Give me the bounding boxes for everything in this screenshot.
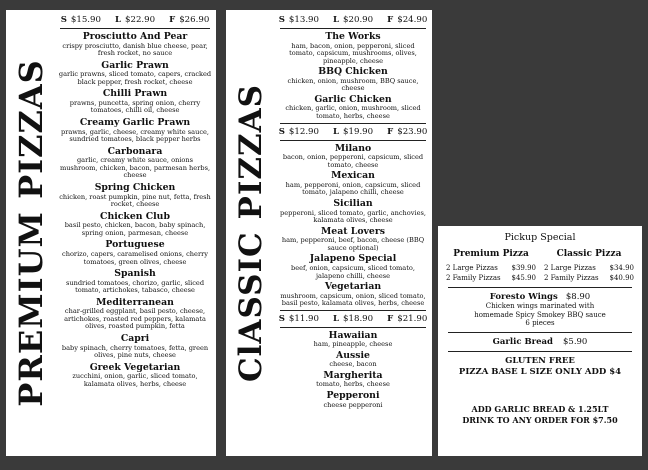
item-name: Greek Vegetarian [89, 361, 181, 373]
pickup-classic [544, 249, 634, 283]
item-desc: ham, pineapple, cheese [313, 340, 393, 349]
item-name: Pepperoni [326, 390, 380, 402]
item-desc: chicken, garlic, onion, mushroom, sliced tomato, herbs, cheese [285, 104, 421, 121]
item-desc: char-grilled eggplant, basil pesto, cheese, artichokes, roasted red peppers, kalamata olives, roasted pumpkin, fetta [64, 307, 206, 331]
pickup-premium [446, 249, 536, 283]
price-small: S $11.90 [278, 313, 319, 324]
menu-item [58, 298, 212, 331]
item-name: Prosciutto And Pear [82, 31, 188, 42]
menu-item [278, 171, 428, 197]
wings-price: $8.90 [565, 292, 591, 302]
item-desc: cheese, bacon [329, 360, 377, 369]
gluten-free-note [438, 356, 642, 378]
item-desc: zucchini, onion, garlic, sliced tomato, kalamata olives, herbs, cheese [72, 372, 198, 388]
menu-item [278, 331, 428, 349]
menu-item [58, 183, 212, 209]
add-on-line-1: ADD GARLIC BREAD & 1.25LT [471, 403, 609, 414]
menu-item [278, 67, 428, 93]
item-desc: ham, pepperoni, beef, bacon, cheese (BBQ sauce optional) [281, 236, 425, 252]
premium-menu [58, 14, 212, 452]
classic-price-row-b [280, 123, 426, 141]
menu-item [278, 351, 428, 369]
item-desc: garlic prawns, sliced tomato, capers, cracked black pepper, fresh rocket, cheese [58, 70, 212, 86]
item-desc: ham, bacon, onion, pepperoni, sliced tomato, capsicum, mushrooms, olives, pineapple, cheese [289, 41, 417, 65]
add-on-offer [438, 404, 642, 426]
item-name: Jalapeno Special [309, 253, 397, 265]
pickup-columns [438, 249, 642, 283]
wings-desc-3: 6 pieces [525, 319, 555, 328]
classic-price-row-a [280, 14, 426, 29]
item-name: Carbonara [107, 145, 163, 157]
item-name: Mediterranean [96, 296, 174, 308]
item-name: BBQ Chicken [318, 66, 388, 78]
item-desc: sundried tomatoes, chorizo, garlic, sliced tomato, artichokes, tabasco, cheese [65, 278, 205, 295]
menu-item [58, 147, 212, 180]
item-name: Mexican [331, 170, 375, 182]
item-name: Aussie [336, 349, 370, 361]
item-desc: prawns, puncetta, spring onion, cherry tomatoes, chilli oil, cheese [69, 98, 201, 115]
classic-title-container [226, 10, 276, 456]
divider [448, 332, 632, 333]
item-desc: crispy prosciutto, danish blue cheese, pear, fresh rocket, no sauce [62, 41, 208, 58]
item-name: Vegetarian [324, 281, 382, 293]
menu-item [58, 269, 212, 295]
item-desc: chicken, onion, mushroom, BBQ sauce, cheese [287, 76, 419, 93]
garlic-bread-price: $5.90 [563, 336, 588, 347]
gluten-free-line-1: GLUTEN FREE [505, 355, 575, 366]
item-desc: bacon, onion, pepperoni, capsicum, sliced tomato, cheese [282, 153, 424, 169]
wings-name: Foresto Wings [489, 292, 558, 302]
item-name: Chicken Club [100, 210, 170, 222]
menu-item [278, 95, 428, 121]
item-name: Garlic Chicken [314, 93, 392, 105]
menu-item [58, 89, 212, 115]
item-name: Creamy Garlic Prawn [79, 117, 191, 129]
pickup-classic-heading: Classic Pizza [556, 249, 622, 259]
menu-item [278, 371, 428, 389]
item-name: Milano [334, 142, 372, 154]
menu-item [58, 118, 212, 144]
menu-item [58, 212, 212, 238]
menu-item [278, 391, 428, 409]
pickup-special-panel [438, 226, 642, 456]
price-large: L $22.90 [114, 15, 156, 25]
menu-item [58, 240, 212, 266]
item-name: Hawaiian [328, 329, 378, 341]
premium-pizzas-panel [6, 10, 216, 456]
menu-item [278, 144, 428, 170]
item-name: Capri [120, 333, 150, 345]
item-desc: ham, pepperoni, onion, capsicum, sliced tomato, jalapeno chilli, cheese [285, 180, 421, 197]
price-family: F $26.90 [169, 15, 210, 25]
price-large: L $20.90 [333, 15, 374, 25]
item-desc: chicken, roast pumpkin, pine nut, fetta, fresh rocket, cheese [59, 192, 211, 209]
wings-desc-1: Chicken wings marinated with [485, 302, 595, 310]
premium-title-container [6, 10, 56, 456]
pickup-line: 2 Large Pizzas $39.90 [446, 264, 536, 272]
gluten-free-line-2: PIZZA BASE L SIZE ONLY ADD $4 [458, 366, 622, 377]
classic-pizzas-panel [226, 10, 432, 456]
wings-desc-2: homemade Spicy Smokey BBQ sauce [474, 310, 606, 319]
menu-item [278, 282, 428, 308]
wings-item [438, 292, 642, 328]
menu-item [278, 254, 428, 280]
item-name: Margherita [323, 369, 383, 381]
price-family: F $21.90 [387, 313, 428, 324]
item-desc: garlic, creamy white sauce, onions mushroom, chicken, bacon, parmesan herbs, cheese [59, 156, 211, 180]
premium-price-row [60, 14, 210, 29]
divider [448, 287, 632, 288]
garlic-bread-name: Garlic Bread [492, 336, 553, 347]
item-desc: cheese pepperoni [323, 400, 383, 409]
item-name: Chilli Prawn [102, 88, 168, 100]
pickup-line: 2 Family Pizzas $40.90 [544, 274, 634, 282]
item-name: Garlic Prawn [101, 59, 169, 71]
menu-item [58, 363, 212, 389]
item-name: Sicilian [333, 198, 373, 210]
premium-title: PREMIUM PIZZAS [12, 59, 50, 407]
item-name: Meat Lovers [321, 225, 385, 237]
price-small: S $12.90 [278, 126, 319, 137]
item-desc: chorizo, capers, caramelised onions, cherry tomatoes, green olives, cheese [62, 249, 208, 266]
price-small: S $13.90 [278, 15, 319, 25]
item-name: The Works [325, 31, 381, 42]
menu-item [58, 32, 212, 58]
price-large: L $18.90 [333, 313, 374, 324]
item-desc: basil pesto, chicken, bacon, baby spinach, spring onion, parmesan, cheese [64, 221, 206, 237]
price-family: F $23.90 [387, 126, 428, 137]
pickup-line: 2 Family Pizzas $45.90 [446, 274, 536, 282]
item-desc: tomato, herbs, cheese [316, 380, 390, 389]
price-family: F $24.90 [387, 15, 428, 25]
menu-item [58, 334, 212, 360]
item-desc: pepperoni, sliced tomato, garlic, anchovies, kalamata olives, cheese [280, 208, 426, 225]
garlic-bread-item [438, 337, 642, 347]
menu-item [278, 32, 428, 65]
price-small: S $15.90 [60, 15, 101, 25]
menu-item [58, 61, 212, 87]
pickup-premium-heading: Premium Pizza [453, 249, 529, 259]
pickup-line: 2 Large Pizzas $34.90 [544, 264, 634, 272]
menu-item [278, 227, 428, 253]
item-desc: baby spinach, cherry tomatoes, fetta, green olives, pine nuts, cheese [61, 343, 209, 360]
item-desc: prawns, garlic, cheese, creamy white sauce, sundried tomatoes, black pepper herbs [60, 127, 210, 144]
classic-price-row-c [280, 310, 426, 328]
item-name: Spring Chicken [94, 182, 176, 194]
item-name: Portuguese [105, 239, 165, 251]
item-desc: beef, onion, capsicum, sliced tomato, jalapeno chilli, cheese [291, 263, 415, 280]
price-large: L $19.90 [333, 126, 374, 137]
add-on-line-2: DRINK TO ANY ORDER FOR $7.50 [462, 414, 618, 425]
classic-title: ClASSIC PIZZAS [233, 83, 270, 383]
item-name: Spanish [114, 268, 156, 280]
menu-item [278, 199, 428, 225]
classic-menu [278, 14, 428, 452]
pickup-title: Pickup Special [504, 232, 576, 243]
item-desc: mushroom, capsicum, onion, sliced tomato, basil pesto, kalamata olives, herbs, cheese [280, 291, 426, 308]
divider [448, 351, 632, 352]
